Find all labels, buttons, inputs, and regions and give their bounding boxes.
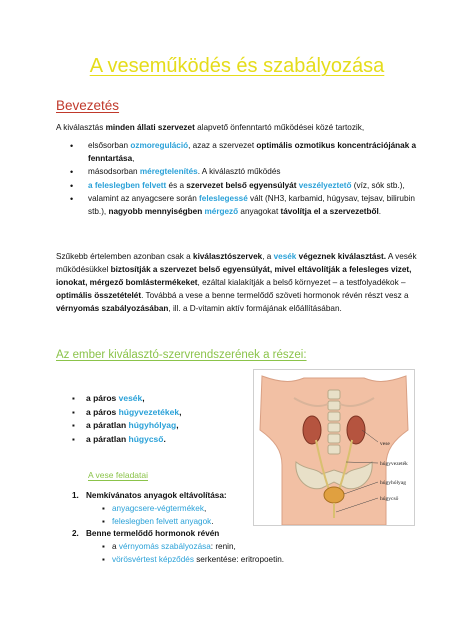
intro-list	[56, 140, 418, 220]
list-item: 2. Benne termelődő hormonok révén	[72, 529, 220, 539]
list-item: ▪ a páros húgyvezetékek,	[72, 406, 181, 420]
list-item: ▪ a páros vesék,	[72, 392, 181, 406]
intro-paragraph: Szűkebb értelemben azonban csak a kiválasztószervek, a vesék végeznek kiválasztást. A vesék működésükkel biztosítják a szervezet belső egyensúlyát, mivel eltávolítják a felesleges vizet, ionokat, mérgező bomlástermékeket, ezáltal kialakítják a belső környezet – a testfolyadékok – optimális összetételét. Továbbá a vese a benne termelődő szöveti hormonok révén részt vesz a vérnyomás szabályozásában, ill. a D-vitamin aktív formájának előállításában.	[56, 252, 417, 313]
list-item: • a feleslegben felvett és a szervezet belső egyensúlyát veszélyeztető (víz, sók stb.),	[56, 180, 418, 193]
list-item: ▪ a vérnyomás szabályozása: renin,	[72, 541, 372, 554]
list-item: ▪ vörösvértest képződés serkentése: eritropoetin.	[72, 554, 372, 567]
list-item: • másodsorban méregtelenítés. A kiválasztó működés	[56, 166, 418, 179]
list-item: • valamint az anyagcsere során feleslegessé vált (NH3, karbamid, húgysav, tejsav, bilirubin stb.), nagyobb mennyiségben mérgező anyagokat távolítja el a szervezetből.	[56, 193, 418, 218]
label-vese: vese	[380, 441, 390, 447]
list-item: • elsősorban ozmoreguláció, azaz a szervezet optimális ozmotikus koncentrációjának a fenntartása,	[56, 140, 418, 165]
parts-heading: Az ember kiválasztó-szervrendszerének a részei:	[56, 349, 307, 361]
list-item: 1. Nemkívánatos anyagok eltávolítása:	[72, 491, 227, 500]
page-title: A veseműködés és szabályozása	[89, 55, 385, 77]
list-item: ▪ a páratlan húgyhólyag,	[72, 419, 181, 433]
label-hugyholyag: húgyhólyag	[380, 480, 406, 486]
tasks-list	[72, 490, 372, 567]
intro-lead: A kiválasztás minden állati szervezet alapvető önfenntartó működései közé tartozik,	[56, 123, 365, 132]
list-item: ▪ a páratlan húgycső.	[72, 433, 181, 447]
intro-heading: Bevezetés	[56, 98, 120, 113]
parts-list	[72, 392, 181, 446]
sublist	[72, 503, 372, 529]
sublist	[72, 541, 372, 567]
kidney-left	[303, 416, 321, 444]
list-item: ▪ anyagcsere-végtermékek,	[72, 503, 372, 516]
label-hugyvezetek: húgyvezeték	[380, 461, 408, 467]
tasks-heading: A vese feladatai	[88, 470, 149, 480]
label-hugycso: húgycső	[380, 496, 399, 502]
list-item: ▪ feleslegben felvett anyagok.	[72, 516, 372, 529]
